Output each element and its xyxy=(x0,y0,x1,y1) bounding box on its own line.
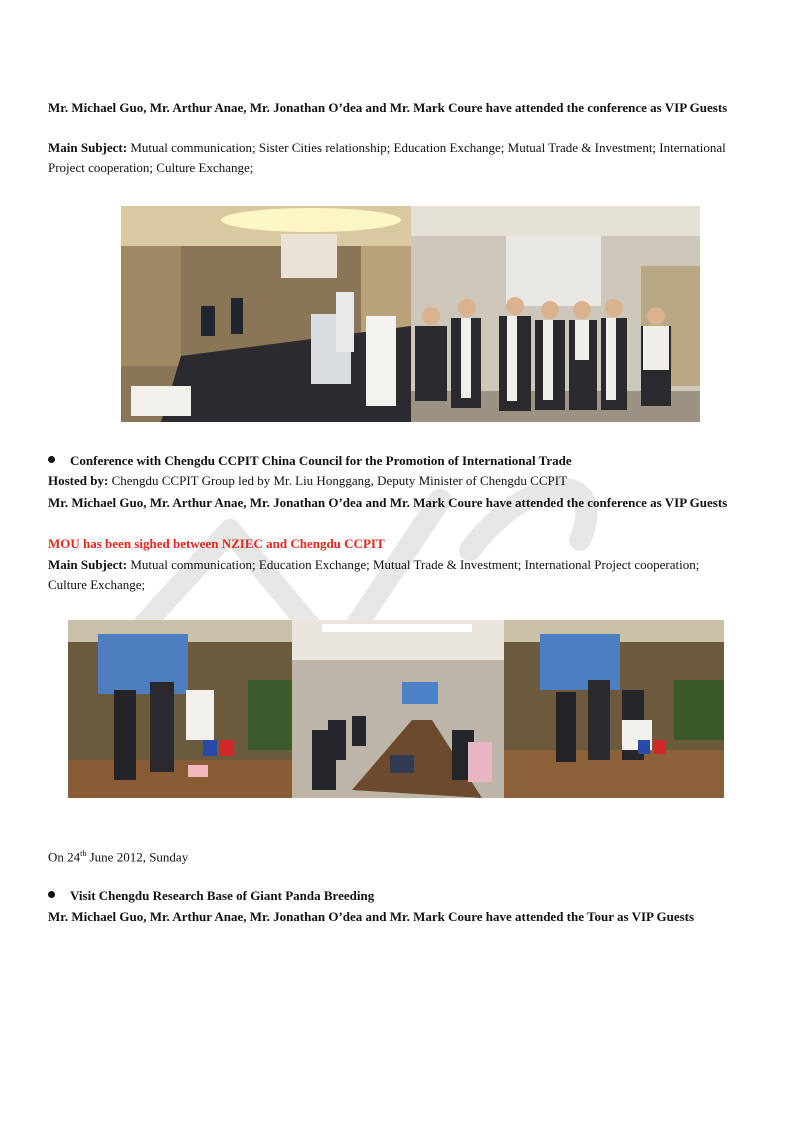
section2-heading xyxy=(48,451,572,471)
section2-hosted-by xyxy=(48,471,738,491)
signing-ceremony-photo xyxy=(504,620,724,798)
handshake-photo xyxy=(68,620,292,798)
mou-text: MOU has been sighed between NZIEC and Chengdu CCPIT xyxy=(48,536,385,551)
hosted-text: Chengdu CCPIT Group led by Mr. Liu Honggang, Deputy Minister of Chengdu CCPIT xyxy=(108,473,568,488)
date-ordinal: th xyxy=(80,849,87,858)
hosted-label: Hosted by: xyxy=(48,473,109,488)
section3-heading-text: Visit Chengdu Research Base of Giant Panda Breeding xyxy=(70,888,375,903)
date-suffix: June 2012, Sunday xyxy=(86,849,189,865)
meeting-table-photo xyxy=(292,620,504,798)
subject-label: Main Subject: xyxy=(48,140,128,155)
section1-attendees xyxy=(48,98,738,118)
subject-label: Main Subject: xyxy=(48,557,128,572)
bullet-icon xyxy=(48,456,55,463)
section2-attendees xyxy=(48,493,738,513)
section2-heading-text: Conference with Chengdu CCPIT China Council for the Promotion of International Trade xyxy=(70,453,572,468)
section2-main-subject xyxy=(48,555,738,595)
subject-text: Mutual communication; Education Exchange; Mutual Trade & Investment; International Project cooperation; Culture Exchange; xyxy=(48,557,700,592)
conference-room-photo xyxy=(121,206,411,422)
section2-mou xyxy=(48,534,738,554)
bullet-icon xyxy=(48,891,55,898)
group-photo-scarves xyxy=(411,206,700,422)
section1-main-subject xyxy=(48,138,738,178)
date-line xyxy=(48,844,738,867)
attendees-text: Mr. Michael Guo, Mr. Arthur Anae, Mr. Jonathan O’dea and Mr. Mark Coure have attended the Tour as VIP Guests xyxy=(48,909,695,924)
section3-attendees xyxy=(48,907,738,927)
attendees-text: Mr. Michael Guo, Mr. Arthur Anae, Mr. Jonathan O’dea and Mr. Mark Coure have attended the conference as VIP Guests xyxy=(48,100,728,115)
section3-heading xyxy=(48,886,374,906)
date-prefix: On 24 xyxy=(48,849,81,865)
attendees-text: Mr. Michael Guo, Mr. Arthur Anae, Mr. Jonathan O’dea and Mr. Mark Coure have attended the conference as VIP Guests xyxy=(48,495,728,510)
subject-text: Mutual communication; Sister Cities relationship; Education Exchange; Mutual Trade & Investment; International Project cooperation; Culture Exchange; xyxy=(48,140,726,175)
